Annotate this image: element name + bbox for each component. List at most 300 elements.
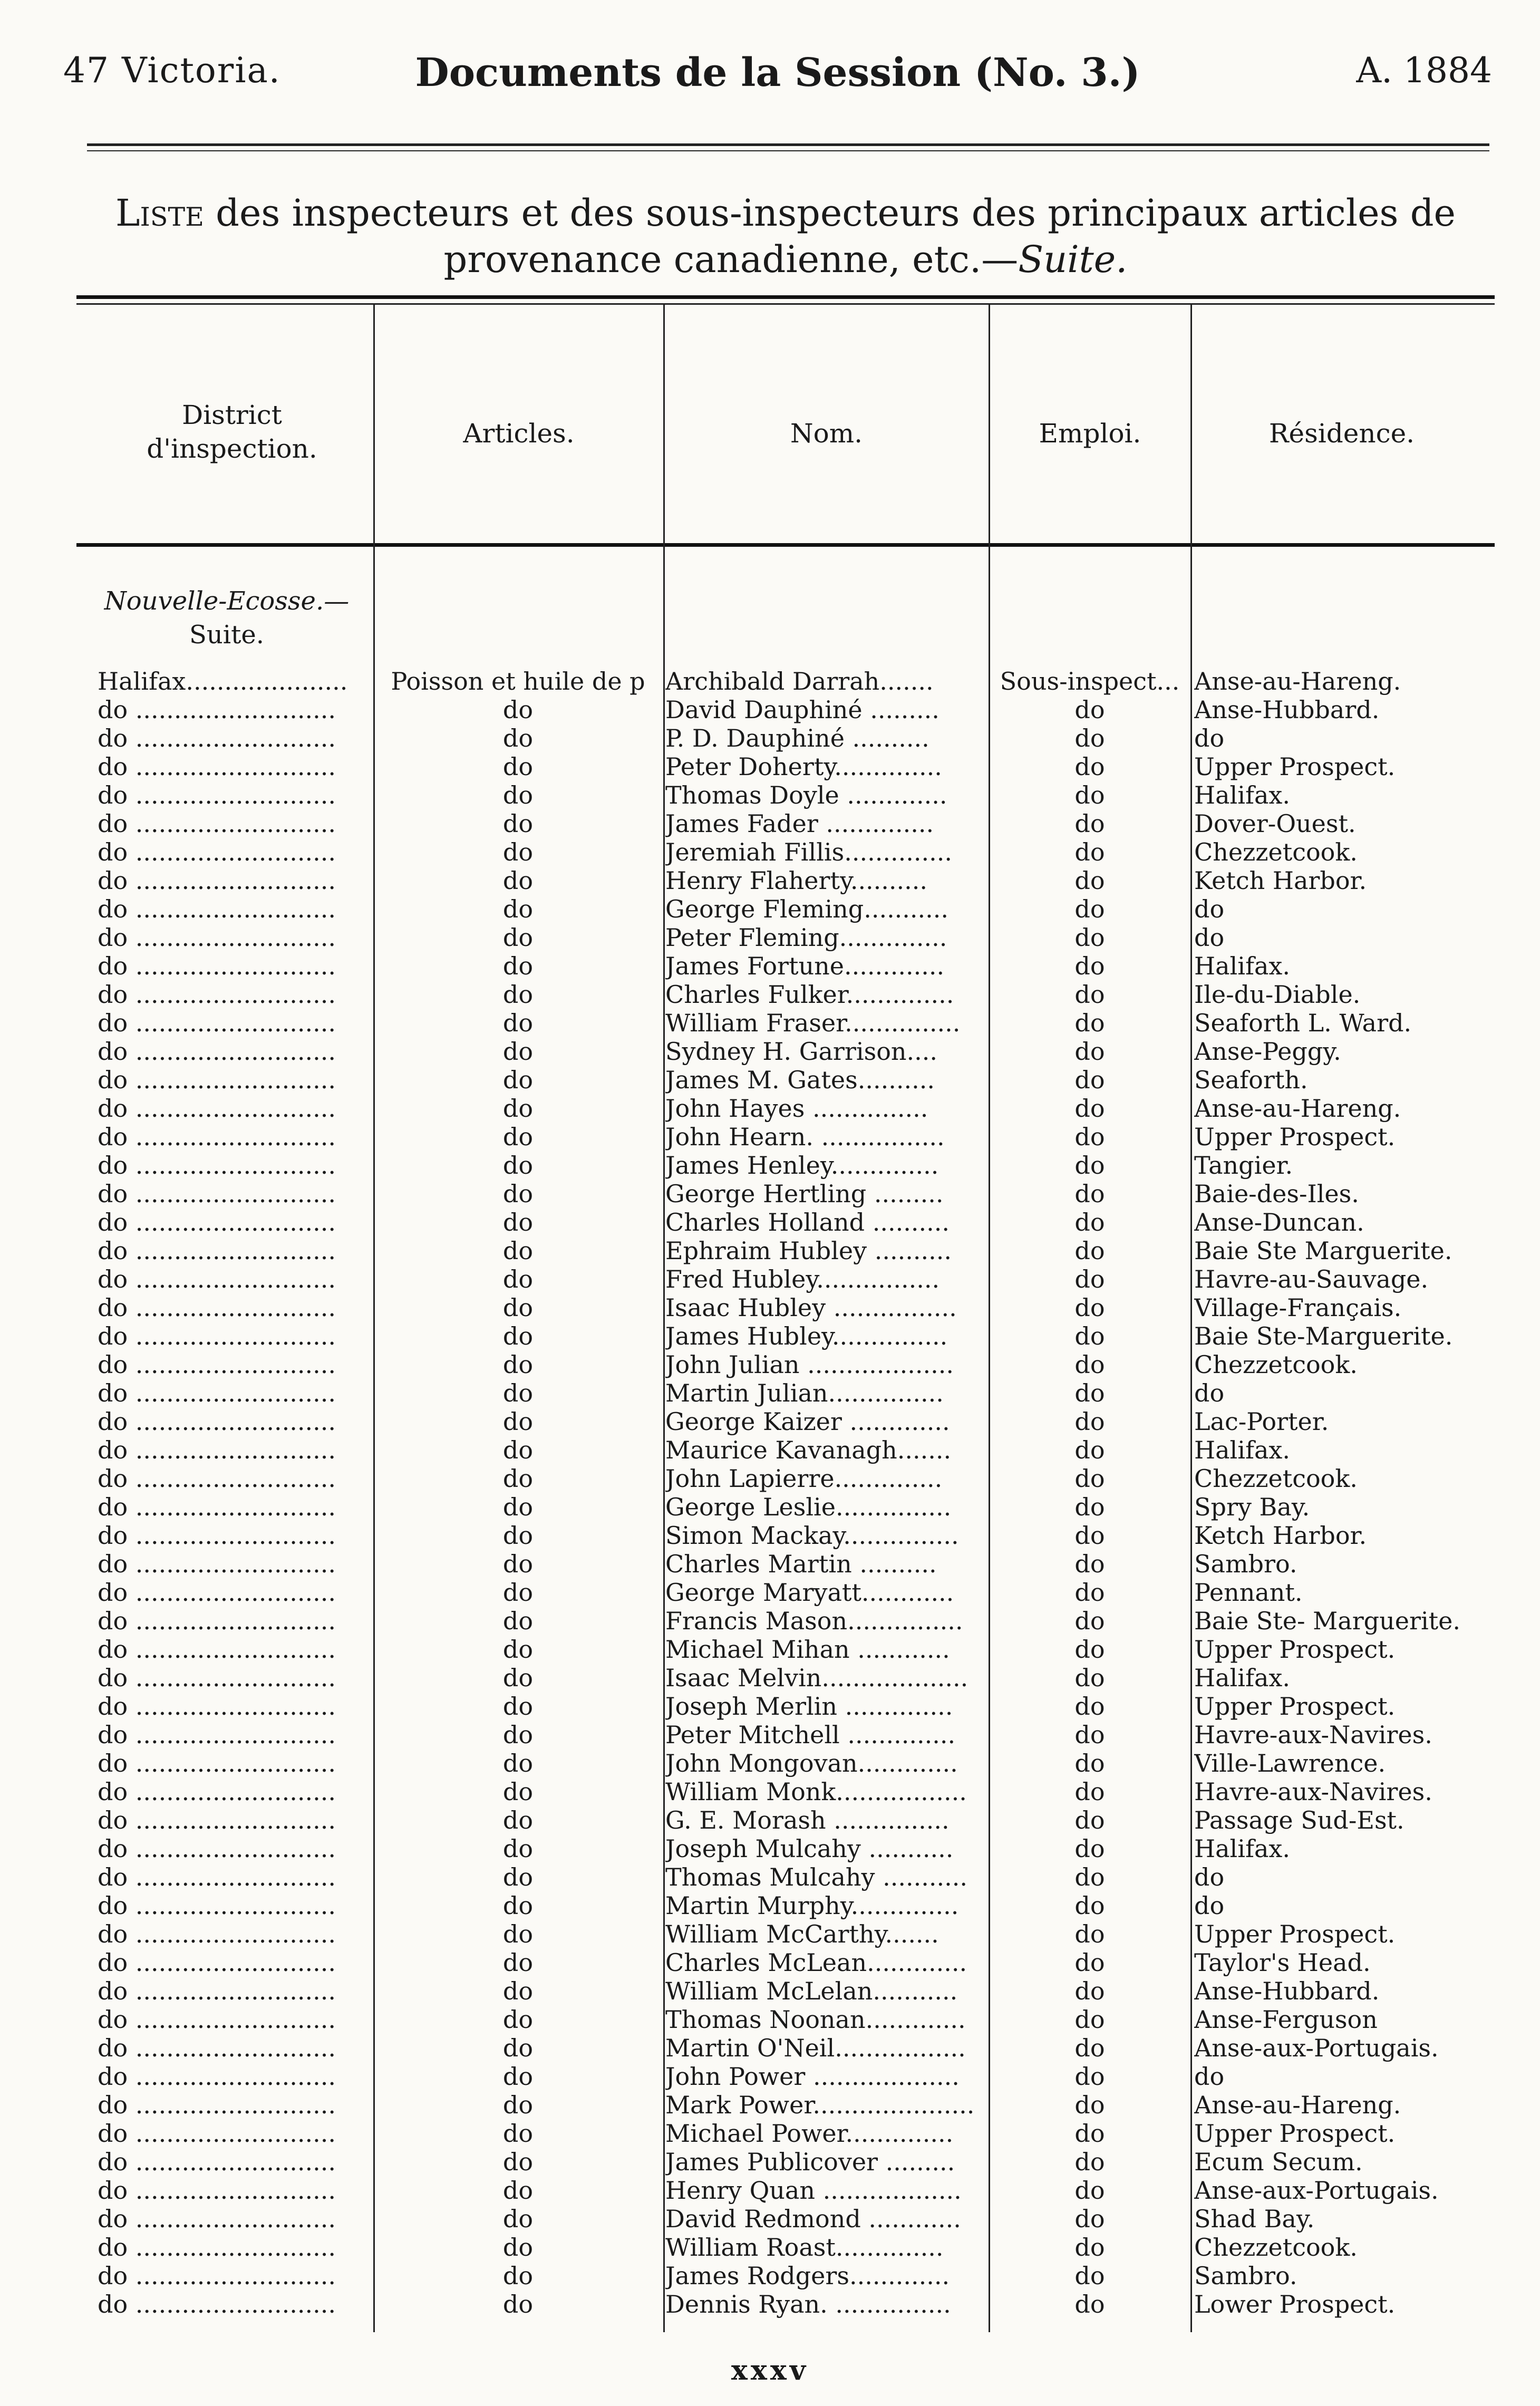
name-cell: George Hertling ......... <box>665 1180 944 1208</box>
district-cell: do .......................... <box>98 1777 336 1806</box>
name-cell: George Fleming........... <box>665 895 949 923</box>
name-cell: John Lapierre.............. <box>665 1464 943 1493</box>
table-row <box>0 1037 1540 1066</box>
article-cell: do <box>502 809 534 838</box>
name-cell: William Monk................. <box>665 1777 967 1806</box>
article-cell: do <box>502 1891 534 1920</box>
district-cell: do .......................... <box>98 1692 336 1721</box>
name-cell: Charles Martin .......... <box>665 1550 937 1578</box>
name-cell: William McCarthy....... <box>665 1920 939 1948</box>
article-cell: do <box>502 1436 534 1464</box>
district-cell: do .......................... <box>98 1664 336 1692</box>
name-cell: Archibald Darrah....... <box>665 667 934 695</box>
emploi-cell: do <box>1074 1208 1105 1236</box>
residence-cell: Upper Prospect. <box>1194 752 1396 781</box>
article-cell: do <box>502 1550 534 1578</box>
emploi-cell: do <box>1074 1521 1105 1550</box>
district-cell: do .......................... <box>98 1977 336 2005</box>
table-row <box>0 1236 1540 1265</box>
title-suite: Suite. <box>1018 238 1128 281</box>
residence-cell: do <box>1194 923 1225 952</box>
district-cell: do .......................... <box>98 1236 336 1265</box>
article-cell: do <box>502 1151 534 1180</box>
district-cell: do .......................... <box>98 724 336 752</box>
district-cell: do .......................... <box>98 866 336 895</box>
residence-cell: Havre-aux-Navires. <box>1194 1777 1432 1806</box>
table-row <box>0 2148 1540 2176</box>
district-cell: do .......................... <box>98 952 336 980</box>
name-cell: Simon Mackay............... <box>665 1521 959 1550</box>
name-cell: Mark Power..................... <box>665 2091 975 2119</box>
table-row <box>0 1464 1540 1493</box>
name-cell: James M. Gates.......... <box>665 1066 935 1094</box>
name-cell: G. E. Morash ............... <box>665 1806 950 1834</box>
table-row <box>0 809 1540 838</box>
article-cell: do <box>502 1521 534 1550</box>
table-row <box>0 1664 1540 1692</box>
district-cell: do .......................... <box>98 2262 336 2290</box>
residence-cell: Havre-aux-Navires. <box>1194 1721 1432 1749</box>
emploi-cell: do <box>1074 781 1105 809</box>
table-row <box>0 1550 1540 1578</box>
name-cell: Maurice Kavanagh....... <box>665 1436 952 1464</box>
name-cell: Peter Doherty.............. <box>665 752 942 781</box>
column-header-district: District d'inspection. <box>147 400 317 464</box>
district-cell: do .......................... <box>98 1578 336 1607</box>
table-row <box>0 1521 1540 1550</box>
name-cell: George Maryatt............ <box>665 1578 954 1607</box>
district-cell: do .......................... <box>98 2290 336 2318</box>
emploi-cell: do <box>1074 1891 1105 1920</box>
emploi-cell: do <box>1074 1236 1105 1265</box>
column-header-nom: Nom. <box>790 418 863 449</box>
name-cell: James Henley.............. <box>665 1151 939 1180</box>
district-cell: do .......................... <box>98 1265 336 1293</box>
district-cell: do .......................... <box>98 2205 336 2233</box>
emploi-cell: do <box>1074 2034 1105 2062</box>
emploi-cell: do <box>1074 895 1105 923</box>
emploi-cell: do <box>1074 695 1105 724</box>
residence-cell: Lac-Porter. <box>1194 1407 1329 1436</box>
table-row <box>0 980 1540 1009</box>
name-cell: John Hayes ............... <box>665 1094 928 1123</box>
article-cell: do <box>502 1749 534 1777</box>
district-cell: do .......................... <box>98 1607 336 1635</box>
district-cell: do .......................... <box>98 1891 336 1920</box>
residence-cell: Shad Bay. <box>1194 2205 1315 2233</box>
table-row <box>0 2119 1540 2148</box>
district-cell: do .......................... <box>98 809 336 838</box>
article-cell: do <box>502 1692 534 1721</box>
district-cell: do .......................... <box>98 1123 336 1151</box>
emploi-cell: do <box>1074 809 1105 838</box>
emploi-cell: do <box>1074 1948 1105 1977</box>
residence-cell: Anse-aux-Portugais. <box>1194 2176 1439 2205</box>
residence-cell: Anse-au-Hareng. <box>1194 667 1401 695</box>
district-cell: do .......................... <box>98 1635 336 1664</box>
district-cell: do .......................... <box>98 1379 336 1407</box>
emploi-cell: do <box>1074 1777 1105 1806</box>
article-cell: do <box>502 2205 534 2233</box>
emploi-cell: do <box>1074 1123 1105 1151</box>
residence-cell: Ecum Secum. <box>1194 2148 1363 2176</box>
table-row <box>0 1123 1540 1151</box>
article-cell: do <box>502 1123 534 1151</box>
district-cell: do .......................... <box>98 1493 336 1521</box>
table-row <box>0 1749 1540 1777</box>
column-header-residence: Résidence. <box>1268 418 1415 449</box>
name-cell: Peter Mitchell .............. <box>665 1721 956 1749</box>
emploi-cell: do <box>1074 952 1105 980</box>
residence-cell: Upper Prospect. <box>1194 1635 1396 1664</box>
article-cell: do <box>502 2119 534 2148</box>
emploi-cell: do <box>1074 1607 1105 1635</box>
article-cell: Poisson et huile de p <box>391 667 645 695</box>
residence-cell: Anse-Hubbard. <box>1194 1977 1380 2005</box>
header-title: Documents de la Session (No. 3.) <box>415 50 1140 95</box>
article-cell: do <box>502 1379 534 1407</box>
name-cell: William McLelan........... <box>665 1977 958 2005</box>
header-left: 47 Victoria. <box>63 50 281 91</box>
name-cell: Isaac Hubley ................ <box>665 1293 957 1322</box>
emploi-cell: do <box>1074 1493 1105 1521</box>
emploi-cell: do <box>1074 2233 1105 2262</box>
name-cell: Charles Holland .......... <box>665 1208 950 1236</box>
district-cell: do .......................... <box>98 1521 336 1550</box>
residence-cell: Passage Sud-Est. <box>1194 1806 1405 1834</box>
article-cell: do <box>502 2262 534 2290</box>
table-row <box>0 2233 1540 2262</box>
table-row <box>0 1607 1540 1635</box>
district-cell: do .......................... <box>98 2176 336 2205</box>
article-cell: do <box>502 2091 534 2119</box>
emploi-cell: do <box>1074 1749 1105 1777</box>
table-row <box>0 1806 1540 1834</box>
table-row <box>0 781 1540 809</box>
name-cell: David Redmond ............ <box>665 2205 961 2233</box>
table-row <box>0 1777 1540 1806</box>
article-cell: do <box>502 1777 534 1806</box>
emploi-cell: do <box>1074 1635 1105 1664</box>
table-row <box>0 667 1540 695</box>
article-cell: do <box>502 752 534 781</box>
table-row <box>0 2091 1540 2119</box>
district-cell: do .......................... <box>98 980 336 1009</box>
residence-cell: Ville-Lawrence. <box>1194 1749 1386 1777</box>
table-row <box>0 1635 1540 1664</box>
residence-cell: Chezzetcook. <box>1194 1464 1358 1493</box>
district-cell: do .......................... <box>98 1863 336 1891</box>
table-row <box>0 1948 1540 1977</box>
residence-cell: Halifax. <box>1194 1834 1290 1863</box>
emploi-cell: do <box>1074 923 1105 952</box>
district-cell: do .......................... <box>98 1749 336 1777</box>
article-cell: do <box>502 895 534 923</box>
district-cell: do .......................... <box>98 2233 336 2262</box>
article-cell: do <box>502 1664 534 1692</box>
table-row <box>0 2005 1540 2034</box>
emploi-cell: do <box>1074 1550 1105 1578</box>
name-cell: William Fraser............... <box>665 1009 961 1037</box>
emploi-cell: do <box>1074 1407 1105 1436</box>
article-cell: do <box>502 1066 534 1094</box>
emploi-cell: do <box>1074 2005 1105 2034</box>
article-cell: do <box>502 1578 534 1607</box>
emploi-cell: do <box>1074 866 1105 895</box>
table-row <box>0 1692 1540 1721</box>
district-cell: do .......................... <box>98 1293 336 1322</box>
residence-cell: Ketch Harbor. <box>1194 1521 1367 1550</box>
district-cell: do .......................... <box>98 838 336 866</box>
district-cell: do .......................... <box>98 1550 336 1578</box>
article-cell: do <box>502 2034 534 2062</box>
district-cell: do .......................... <box>98 1094 336 1123</box>
table-row <box>0 1066 1540 1094</box>
residence-cell: Halifax. <box>1194 781 1290 809</box>
article-cell: do <box>502 781 534 809</box>
table-row <box>0 895 1540 923</box>
table-row <box>0 1293 1540 1322</box>
article-cell: do <box>502 1721 534 1749</box>
residence-cell: do <box>1194 724 1225 752</box>
article-cell: do <box>502 2062 534 2091</box>
district-cell: do .......................... <box>98 2062 336 2091</box>
table-row <box>0 1009 1540 1037</box>
emploi-cell: do <box>1074 1920 1105 1948</box>
article-cell: do <box>502 838 534 866</box>
name-cell: Michael Mihan ............ <box>665 1635 950 1664</box>
district-cell: do .......................... <box>98 1208 336 1236</box>
district-cell: do .......................... <box>98 1806 336 1834</box>
residence-cell: Pennant. <box>1194 1578 1303 1607</box>
residence-cell: Lower Prospect. <box>1194 2290 1396 2318</box>
residence-cell: Halifax. <box>1194 1436 1290 1464</box>
table-row <box>0 1379 1540 1407</box>
article-cell: do <box>502 923 534 952</box>
emploi-cell: do <box>1074 2148 1105 2176</box>
table-row <box>0 752 1540 781</box>
article-cell: do <box>502 1948 534 1977</box>
name-cell: Isaac Melvin................... <box>665 1664 968 1692</box>
residence-cell: Taylor's Head. <box>1194 1948 1371 1977</box>
emploi-cell: do <box>1074 1977 1105 2005</box>
table-row <box>0 838 1540 866</box>
article-cell: do <box>502 1607 534 1635</box>
table-row <box>0 1407 1540 1436</box>
article-cell: do <box>502 1977 534 2005</box>
name-cell: Dennis Ryan. ............... <box>665 2290 951 2318</box>
emploi-cell: do <box>1074 980 1105 1009</box>
table-row <box>0 1920 1540 1948</box>
name-cell: George Leslie............... <box>665 1493 952 1521</box>
emploi-cell: do <box>1074 2262 1105 2290</box>
emploi-cell: do <box>1074 1692 1105 1721</box>
name-cell: Thomas Mulcahy ........... <box>665 1863 967 1891</box>
article-cell: do <box>502 2148 534 2176</box>
residence-cell: do <box>1194 895 1225 923</box>
residence-cell: Sambro. <box>1194 2262 1297 2290</box>
residence-cell: Tangier. <box>1194 1151 1293 1180</box>
residence-cell: Chezzetcook. <box>1194 2233 1358 2262</box>
article-cell: do <box>502 1208 534 1236</box>
residence-cell: Upper Prospect. <box>1194 1692 1396 1721</box>
name-cell: Charles Fulker.............. <box>665 980 954 1009</box>
emploi-cell: do <box>1074 724 1105 752</box>
residence-cell: Baie Ste- Marguerite. <box>1194 1607 1461 1635</box>
district-cell: do .......................... <box>98 1436 336 1464</box>
article-cell: do <box>502 1464 534 1493</box>
district-cell: do .......................... <box>98 1920 336 1948</box>
article-cell: do <box>502 1635 534 1664</box>
article-cell: do <box>502 1180 534 1208</box>
article-cell: do <box>502 980 534 1009</box>
name-cell: Henry Quan .................. <box>665 2176 962 2205</box>
name-cell: Joseph Mulcahy ........... <box>665 1834 954 1863</box>
name-cell: John Mongovan............. <box>665 1749 958 1777</box>
name-cell: Charles McLean............. <box>665 1948 967 1977</box>
emploi-cell: do <box>1074 1664 1105 1692</box>
residence-cell: Havre-au-Sauvage. <box>1194 1265 1429 1293</box>
article-cell: do <box>502 724 534 752</box>
name-cell: P. D. Dauphiné .......... <box>665 724 929 752</box>
name-cell: Jeremiah Fillis.............. <box>665 838 952 866</box>
table-row <box>0 2262 1540 2290</box>
article-cell: do <box>502 2176 534 2205</box>
residence-cell: Chezzetcook. <box>1194 1350 1358 1379</box>
table-row <box>0 1180 1540 1208</box>
emploi-cell: do <box>1074 1350 1105 1379</box>
article-cell: do <box>502 952 534 980</box>
residence-cell: do <box>1194 1379 1225 1407</box>
district-cell: do .......................... <box>98 781 336 809</box>
table-row <box>0 923 1540 952</box>
section-suite: Suite. <box>189 620 265 650</box>
name-cell: Martin Murphy.............. <box>665 1891 959 1920</box>
column-header-articles: Articles. <box>463 418 575 449</box>
emploi-cell: do <box>1074 1379 1105 1407</box>
article-cell: do <box>502 1236 534 1265</box>
residence-cell: Sambro. <box>1194 1550 1297 1578</box>
header-right: A. 1884 <box>1356 50 1492 91</box>
article-cell: do <box>502 2290 534 2318</box>
district-cell: do .......................... <box>98 1464 336 1493</box>
residence-cell: Ile-du-Diable. <box>1194 980 1361 1009</box>
emploi-cell: do <box>1074 1863 1105 1891</box>
district-cell: do .......................... <box>98 895 336 923</box>
emploi-cell: do <box>1074 2091 1105 2119</box>
emploi-cell: do <box>1074 1834 1105 1863</box>
district-cell: do .......................... <box>98 2034 336 2062</box>
district-cell: do .......................... <box>98 1948 336 1977</box>
table-row <box>0 866 1540 895</box>
article-cell: do <box>502 1920 534 1948</box>
emploi-cell: do <box>1074 1721 1105 1749</box>
table-row <box>0 2176 1540 2205</box>
name-cell: Ephraim Hubley .......... <box>665 1236 952 1265</box>
residence-cell: Seaforth. <box>1194 1066 1308 1094</box>
title-rest: des inspecteurs et des sous-inspecteurs des principaux articles de provenance canadienne, etc.— <box>204 191 1456 281</box>
district-cell: do .......................... <box>98 1322 336 1350</box>
article-cell: do <box>502 695 534 724</box>
residence-cell: Upper Prospect. <box>1194 1920 1396 1948</box>
page-number: xxxv <box>731 2354 809 2386</box>
emploi-cell: do <box>1074 1578 1105 1607</box>
article-cell: do <box>502 2005 534 2034</box>
emploi-cell: do <box>1074 1265 1105 1293</box>
emploi-cell: do <box>1074 2205 1105 2233</box>
district-cell: Halifax..................... <box>98 667 348 695</box>
table-row <box>0 1977 1540 2005</box>
emploi-cell: do <box>1074 1293 1105 1322</box>
residence-cell: Anse-Ferguson <box>1194 2005 1378 2034</box>
header-bottom-rule <box>76 543 1495 547</box>
emploi-cell: do <box>1074 1094 1105 1123</box>
emploi-cell: do <box>1074 2062 1105 2091</box>
section-heading <box>90 584 364 652</box>
emploi-cell: do <box>1074 1436 1105 1464</box>
district-cell: do .......................... <box>98 695 336 724</box>
article-cell: do <box>502 1806 534 1834</box>
name-cell: John Power ................... <box>665 2062 960 2091</box>
name-cell: Fred Hubley................ <box>665 1265 940 1293</box>
residence-cell: do <box>1194 1891 1225 1920</box>
article-cell: do <box>502 2233 534 2262</box>
page-header <box>63 50 1492 108</box>
table-row <box>0 2205 1540 2233</box>
emploi-cell: Sous-inspect... <box>1000 667 1180 695</box>
table-row <box>0 2034 1540 2062</box>
district-cell: do .......................... <box>98 1407 336 1436</box>
table-row <box>0 1436 1540 1464</box>
article-cell: do <box>502 866 534 895</box>
residence-cell: Village-Français. <box>1194 1293 1402 1322</box>
residence-cell: Baie-des-Iles. <box>1194 1180 1359 1208</box>
name-cell: George Kaizer ............. <box>665 1407 950 1436</box>
name-cell: Thomas Noonan............. <box>665 2005 966 2034</box>
emploi-cell: do <box>1074 2176 1105 2205</box>
district-cell: do .......................... <box>98 1834 336 1863</box>
table-row <box>0 952 1540 980</box>
emploi-cell: do <box>1074 2290 1105 2318</box>
table-title <box>74 190 1497 283</box>
table-row <box>0 2290 1540 2318</box>
table-row <box>0 1265 1540 1293</box>
name-cell: James Publicover ......... <box>665 2148 955 2176</box>
article-cell: do <box>502 1265 534 1293</box>
residence-cell: Anse-au-Hareng. <box>1194 2091 1401 2119</box>
emploi-cell: do <box>1074 1009 1105 1037</box>
article-cell: do <box>502 1863 534 1891</box>
table-row <box>0 1578 1540 1607</box>
residence-cell: Anse-Peggy. <box>1194 1037 1341 1066</box>
table-row <box>0 1493 1540 1521</box>
name-cell: John Julian ................... <box>665 1350 954 1379</box>
table-row <box>0 1208 1540 1236</box>
residence-cell: Chezzetcook. <box>1194 838 1358 866</box>
table-row <box>0 1094 1540 1123</box>
district-cell: do .......................... <box>98 1066 336 1094</box>
name-cell: John Hearn. ................ <box>665 1123 945 1151</box>
table-row <box>0 1721 1540 1749</box>
emploi-cell: do <box>1074 1037 1105 1066</box>
name-cell: Joseph Merlin .............. <box>665 1692 953 1721</box>
article-cell: do <box>502 1293 534 1322</box>
table-row <box>0 1350 1540 1379</box>
name-cell: David Dauphiné ......... <box>665 695 940 724</box>
residence-cell: Upper Prospect. <box>1194 2119 1396 2148</box>
residence-cell: Anse-Duncan. <box>1194 1208 1364 1236</box>
name-cell: James Rodgers............. <box>665 2262 950 2290</box>
